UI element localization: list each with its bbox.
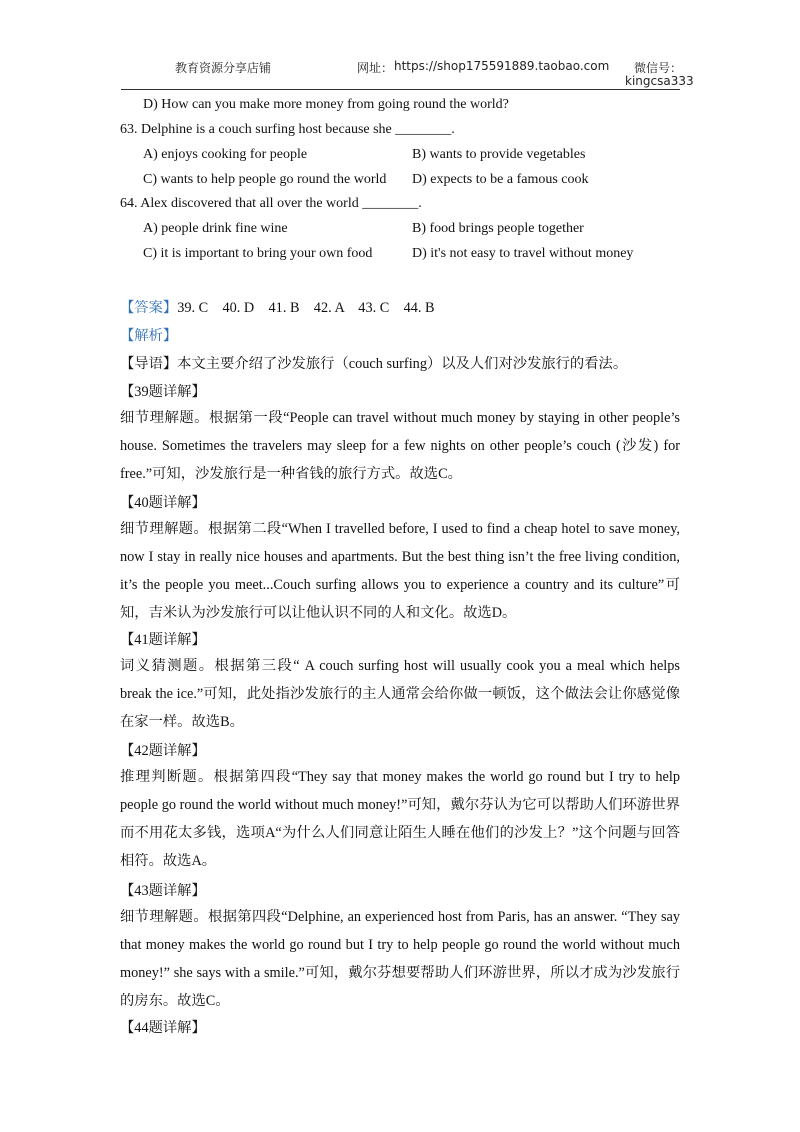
detail-39-title: 【39题详解】 [120, 384, 206, 400]
detail-43-title: 【43题详解】 [120, 883, 206, 899]
q63-option-b: B) wants to provide vegetables [412, 147, 586, 162]
wechat-id: kingcsa333 [625, 74, 694, 88]
q64-option-b: B) food brings people together [412, 221, 584, 236]
q64-option-c: C) it is important to bring your own food [143, 246, 373, 261]
q64-stem: 64. Alex discovered that all over the world ________. [120, 196, 422, 211]
header-divider [121, 89, 680, 90]
q63-option-c: C) wants to help people go round the world [143, 172, 387, 187]
guide-text: 【导语】本文主要介绍了沙发旅行（couch surfing）以及人们对沙发旅行的看法。 [120, 356, 628, 372]
detail-40-title: 【40题详解】 [120, 495, 206, 511]
wechat-label: 微信号： [634, 61, 683, 75]
detail-40-text: 细节理解题。根据第二段“When I travelled before, I used to find a cheap hotel to save money, now I stay in really nice houses and apartments. But the best thing isn’t the free living condition, it’s the people you meet...Couch surfing allows you to experience a country and its culture”可知，吉米认为沙发旅行可以让他认识不同的人和文化。故选D。 [120, 521, 680, 621]
detail-44-title: 【44题详解】 [120, 1020, 206, 1036]
q63-option-d: D) expects to be a famous cook [412, 172, 589, 187]
q64-option-d: D) it's not easy to travel without money [412, 246, 634, 261]
q64-option-a: A) people drink fine wine [143, 221, 288, 236]
page-header [0, 0, 800, 92]
answer-line [120, 297, 435, 317]
shop-name: 教育资源分享店铺 [175, 61, 272, 75]
q63-option-a: A) enjoys cooking for people [143, 147, 308, 162]
detail-41-text: 词义猜测题。根据第三段“ A couch surfing host will usually cook you a meal which helps break the ice.”可知，此处指沙发旅行的主人通常会给你做一顿饭，这个做法会让你感觉像在家一样。故选B。 [120, 658, 680, 730]
detail-43-text: 细节理解题。根据第四段“Delphine, an experienced host from Paris, has an answer. “They say that money makes the world go round but I try to help people go round the world without much money!” she says with a smile.”可知，戴尔芬想要帮助人们环游世界，所以才成为沙发旅行的房东。故选C。 [120, 909, 680, 1009]
detail-42-title: 【42题详解】 [120, 743, 206, 759]
detail-42-text: 推理判断题。根据第四段“They say that money makes the world go round but I try to help people go round the world without much money!”可知，戴尔芬认为它可以帮助人们环游世界而不用花太多钱，选项A“为什么人们同意让陌生人睡在他们的沙发上？”这个问题与回答相符。故选A。 [120, 769, 680, 869]
q63-stem: 63. Delphine is a couch surfing host because she ________. [120, 122, 455, 137]
answer-label: 【答案】 [120, 300, 178, 316]
url-label: 网址： [357, 61, 394, 75]
q62-option-d: D) How can you make more money from going round the world? [143, 97, 509, 112]
analysis-label: 【解析】 [120, 328, 178, 344]
detail-39-text: 细节理解题。根据第一段“People can travel without much money by staying in other people’s house. Sometimes the travelers may sleep for a few nights on other people’s couch (沙发) for free.”可知，沙发旅行是一种省钱的旅行方式。故选C。 [120, 410, 680, 482]
shop-url-link[interactable]: https://shop175591889.taobao.com [394, 59, 610, 73]
detail-41-title: 【41题详解】 [120, 632, 206, 648]
answer-values: 39. C 40. D 41. B 42. A 43. C 44. B [177, 300, 435, 316]
